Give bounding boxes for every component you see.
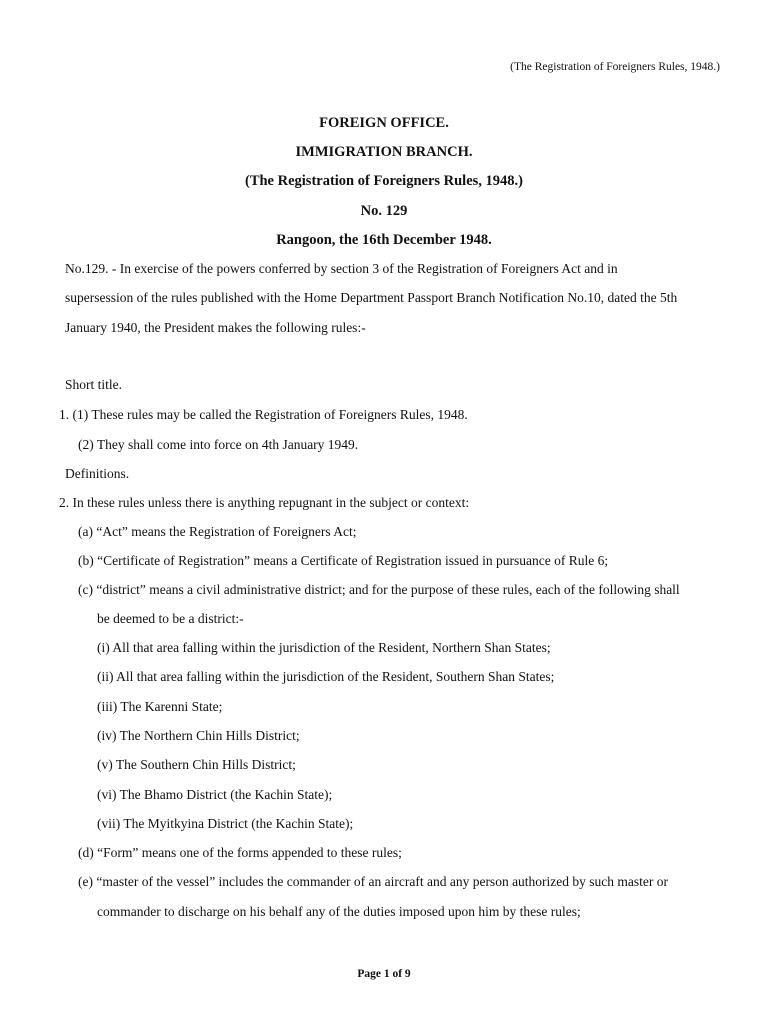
preamble-line: supersession of the rules published with the Home Department Passport Branch Notification No.10, dated the 5th — [65, 290, 678, 305]
district-item: (vi) The Bhamo District (the Kachin State); — [97, 787, 333, 802]
definition-b: (b) “Certificate of Registration” means a Certificate of Registration issued in pursuance of Rule 6; — [78, 553, 609, 568]
rule-1-sub-2: (2) They shall come into force on 4th January 1949. — [78, 437, 359, 452]
district-item: (iii) The Karenni State; — [97, 699, 223, 714]
running-header: (The Registration of Foreigners Rules, 1948.) — [510, 61, 720, 73]
district-item: (vii) The Myitkyina District (the Kachin State); — [97, 816, 354, 831]
definition-c-continued: be deemed to be a district:- — [97, 611, 244, 626]
definition-e-continued: commander to discharge on his behalf any of the duties imposed upon him by these rules; — [97, 904, 581, 919]
marginal-note-short-title: Short title. — [65, 377, 122, 392]
district-item: (v) The Southern Chin Hills District; — [97, 757, 296, 772]
district-item: (iv) The Northern Chin Hills District; — [97, 728, 300, 743]
heading-title: (The Registration of Foreigners Rules, 1948.) — [244, 173, 523, 189]
district-item: (ii) All that area falling within the jurisdiction of the Resident, Southern Shan States; — [97, 669, 555, 684]
heading-place-date: Rangoon, the 16th December 1948. — [276, 232, 492, 248]
definition-e: (e) “master of the vessel” includes the commander of an aircraft and any person authorized by such master or — [78, 874, 669, 889]
heading-office: FOREIGN OFFICE. — [319, 115, 449, 131]
rule-2-intro: 2. In these rules unless there is anything repugnant in the subject or context: — [59, 495, 470, 510]
rule-1-sub-1: 1. (1) These rules may be called the Registration of Foreigners Rules, 1948. — [59, 407, 468, 422]
preamble-line: January 1940, the President makes the following rules:- — [65, 320, 366, 335]
heading-branch: IMMIGRATION BRANCH. — [295, 144, 473, 160]
definition-d: (d) “Form” means one of the forms appended to these rules; — [78, 845, 402, 860]
page-number: Page 1 of 9 — [357, 968, 411, 980]
definition-a: (a) “Act” means the Registration of Foreigners Act; — [78, 524, 357, 539]
definition-c: (c) “district” means a civil administrative district; and for the purpose of these rules, each of the following shall — [78, 582, 680, 597]
preamble-line: No.129. - In exercise of the powers conferred by section 3 of the Registration of Foreigners Act and in — [65, 261, 618, 276]
heading-number: No. 129 — [360, 203, 408, 219]
marginal-note-definitions: Definitions. — [65, 466, 130, 481]
district-item: (i) All that area falling within the jurisdiction of the Resident, Northern Shan States; — [97, 640, 551, 655]
